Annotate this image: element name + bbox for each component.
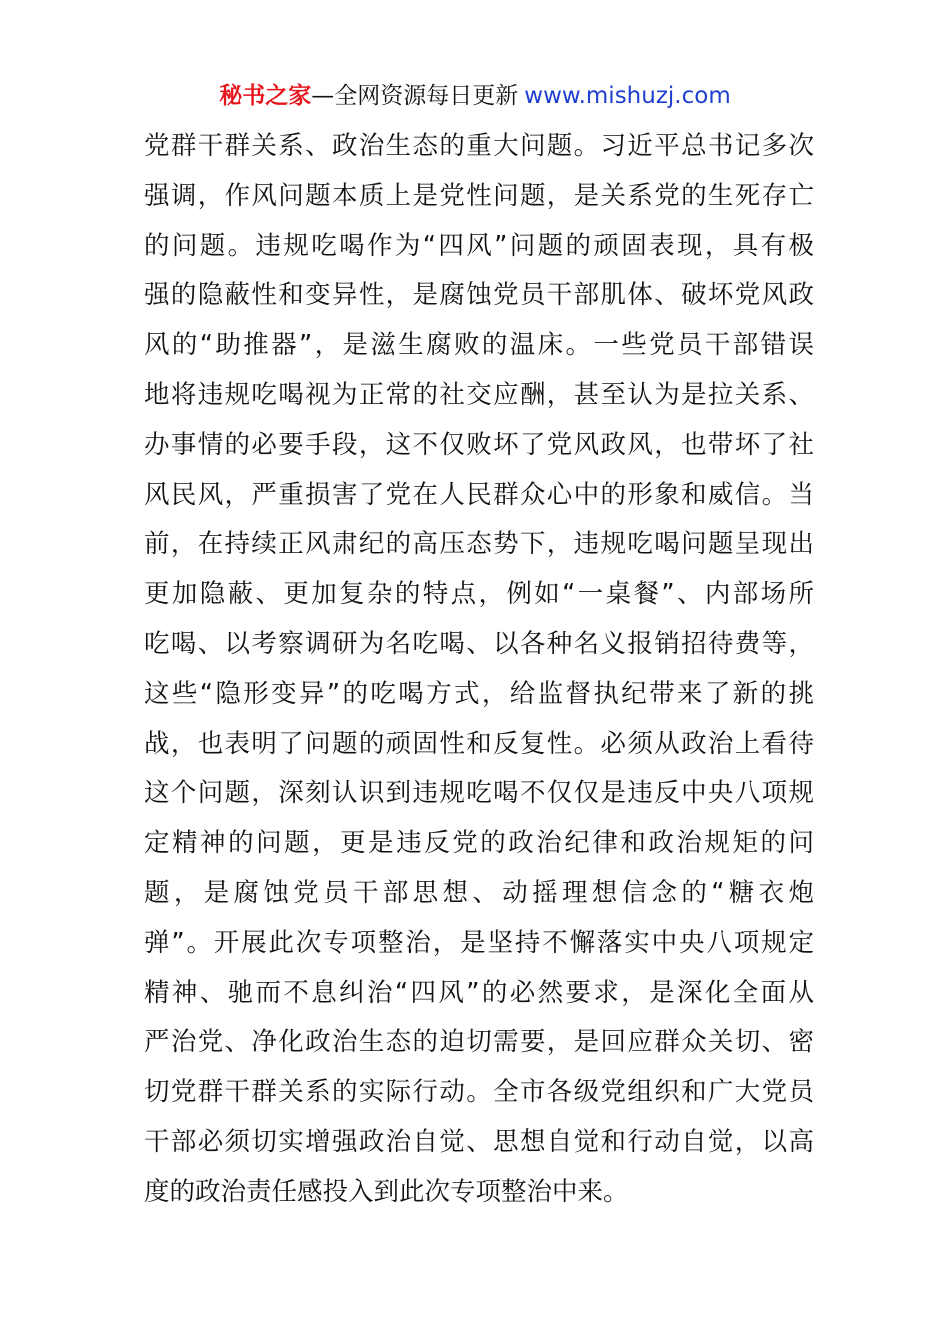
site-url-link[interactable]: www.mishuzj.com	[524, 83, 731, 109]
text-line: 的问题。违规吃喝作为“四风”问题的顽固表现，具有极	[144, 230, 814, 261]
text-line: 定精神的问题，更是违反党的政治纪律和政治规矩的问	[144, 828, 814, 859]
text-line: 党群干群关系、政治生态的重大问题。习近平总书记多次	[144, 131, 814, 161]
site-brand: 秘书之家	[219, 83, 312, 109]
text-line: 严治党、净化政治生态的迫切需要，是回应群众关切、密	[144, 1027, 814, 1058]
text-line: 弹”。开展此次专项整治，是坚持不懈落实中央八项规定	[144, 927, 814, 958]
text-line: 精神、驰而不息纠治“四风”的必然要求，是深化全面从	[144, 977, 814, 1008]
text-line: 切党群干群关系的实际行动。全市各级党组织和广大党员	[144, 1077, 814, 1108]
text-line: 风的“助推器”，是滋生腐败的温床。一些党员干部错误	[144, 330, 814, 361]
text-line: 干部必须切实增强政治自觉、思想自觉和行动自觉，以高	[144, 1126, 814, 1157]
text-line: 更加隐蔽、更加复杂的特点，例如“一桌餐”、内部场所	[144, 579, 814, 610]
text-line: 强的隐蔽性和变异性，是腐蚀党员干部肌体、破坏党风政	[144, 280, 814, 311]
text-line: 办事情的必要手段，这不仅败坏了党风政风，也带坏了社	[144, 429, 814, 460]
text-line: 这些“隐形变异”的吃喝方式，给监督执纪带来了新的挑	[144, 678, 814, 709]
text-line: 前，在持续正风肃纪的高压态势下，违规吃喝问题呈现出	[144, 529, 814, 560]
text-line: 地将违规吃喝视为正常的社交应酬，甚至认为是拉关系、	[144, 379, 814, 410]
text-line: 题，是腐蚀党员干部思想、动摇理想信念的“糖衣炮	[144, 877, 814, 908]
text-line: 度的政治责任感投入到此次专项整治中来。	[144, 1176, 629, 1207]
text-line: 吃喝、以考察调研为名吃喝、以各种名义报销招待费等，	[144, 628, 814, 659]
text-line: 这个问题，深刻认识到违规吃喝不仅仅是违反中央八项规	[144, 778, 814, 809]
text-line: 强调，作风问题本质上是党性问题，是关系党的生死存亡	[144, 180, 814, 211]
text-line: 战，也表明了问题的顽固性和反复性。必须从政治上看待	[144, 728, 814, 759]
text-line: 风民风，严重损害了党在人民群众心中的形象和威信。当	[144, 479, 814, 510]
site-tagline: —全网资源每日更新	[311, 83, 519, 109]
page-header	[0, 80, 950, 112]
document-body	[144, 122, 814, 1218]
